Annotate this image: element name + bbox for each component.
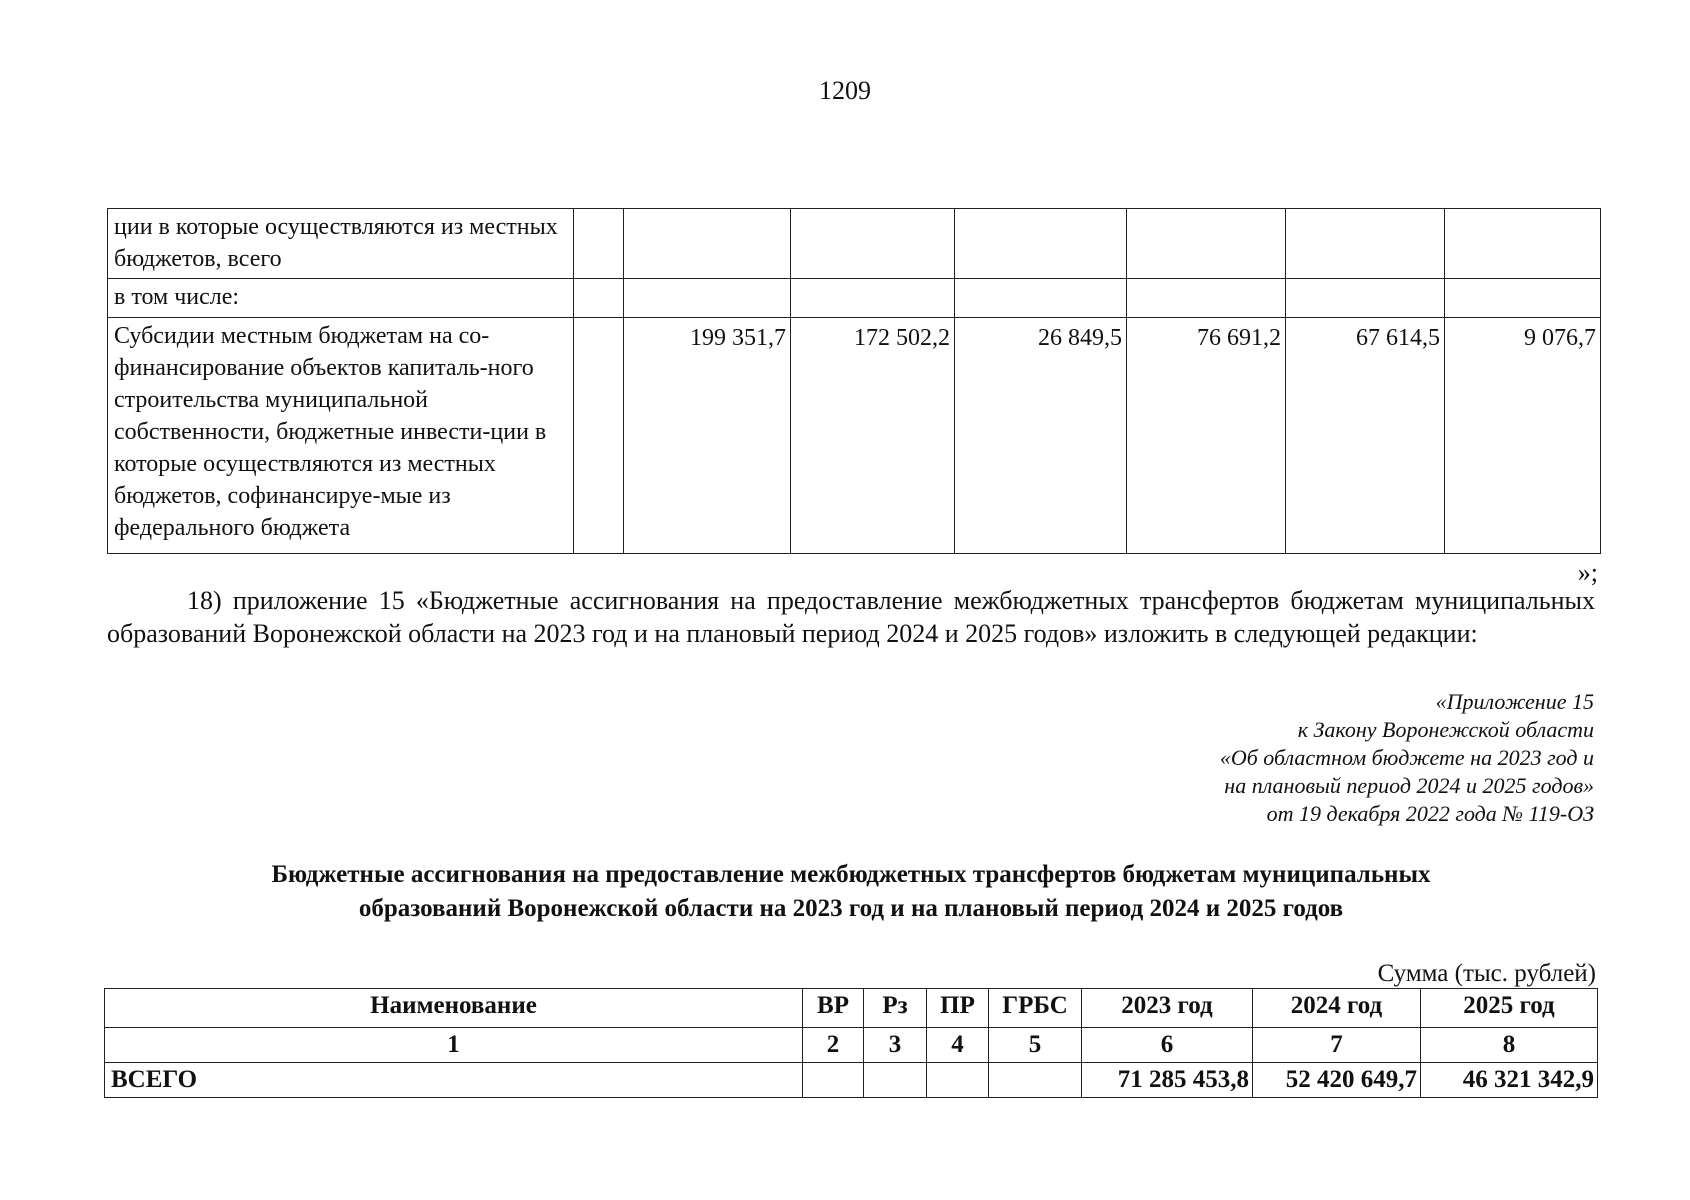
continued-table [107, 208, 1601, 554]
total-label: ВСЕГО [105, 1063, 803, 1098]
appendix-reference [1220, 688, 1594, 828]
appendix-line: «Приложение 15 [1435, 689, 1594, 714]
table-row [108, 209, 1601, 279]
value-cell [1286, 209, 1445, 279]
value-cell [1445, 279, 1601, 318]
column-number: 7 [1253, 1028, 1421, 1063]
column-header: 2024 год [1253, 989, 1421, 1028]
table-row [108, 279, 1601, 318]
column-header: 2025 год [1421, 989, 1598, 1028]
value-cell [955, 279, 1127, 318]
closing-quote: »; [1577, 558, 1598, 587]
column-header: Наименование [105, 989, 803, 1028]
row-name: Субсидии местным бюджетам на со-финансирование объектов капиталь-ного строительства муниципальной собственности, бюджетные инвести-ции в которые осуществляются из местных бюджетов, софинансируе-мые из федерального бюджета [108, 318, 574, 554]
column-number: 2 [803, 1028, 864, 1063]
column-number-row [105, 1028, 1598, 1063]
empty-cell [574, 279, 624, 318]
column-header: ВР [803, 989, 864, 1028]
column-number: 5 [989, 1028, 1082, 1063]
appendix-line: «Об областном бюджете на 2023 год и [1219, 745, 1594, 770]
value-cell [624, 209, 791, 279]
value-cell [791, 279, 955, 318]
empty-cell [989, 1063, 1082, 1098]
value-cell: 9 076,7 [1445, 318, 1601, 554]
value-cell [955, 209, 1127, 279]
column-header: ПР [927, 989, 989, 1028]
empty-cell [574, 318, 624, 554]
value-cell [1286, 279, 1445, 318]
empty-cell [803, 1063, 864, 1098]
title-line: образований Воронежской области на 2023 год и на плановый период 2024 и 2025 годов [358, 895, 1344, 922]
total-2023: 71 285 453,8 [1082, 1063, 1253, 1098]
appropriations-table [104, 988, 1598, 1098]
empty-cell [927, 1063, 989, 1098]
column-header: Рз [864, 989, 927, 1028]
appendix-line: к Закону Воронежской области [1297, 717, 1594, 742]
value-cell [1445, 209, 1601, 279]
empty-cell [864, 1063, 927, 1098]
appendix-line: на плановый период 2024 и 2025 годов» [1224, 773, 1594, 798]
empty-cell [574, 209, 624, 279]
column-number: 8 [1421, 1028, 1598, 1063]
table-row [108, 318, 1601, 554]
value-cell [1127, 279, 1286, 318]
value-cell: 76 691,2 [1127, 318, 1286, 554]
column-header: ГРБС [989, 989, 1082, 1028]
title-line: Бюджетные ассигнования на предоставление межбюджетных трансфертов бюджетам муниципальных [271, 861, 1431, 888]
value-cell: 26 849,5 [955, 318, 1127, 554]
total-2025: 46 321 342,9 [1421, 1063, 1598, 1098]
column-header: 2023 год [1082, 989, 1253, 1028]
page-number: 1209 [819, 76, 871, 105]
row-name: в том числе: [108, 279, 574, 318]
column-number: 4 [927, 1028, 989, 1063]
document-title [107, 858, 1595, 926]
amendment-paragraph: 18) приложение 15 «Бюджетные ассигнования на предоставление межбюджетных трансфертов бюджетам муниципальных образований Воронежской области на 2023 год и на плановый период 2024 и 2025 годов» изложить в следующей редакции: [107, 586, 1595, 648]
total-row [105, 1063, 1598, 1098]
row-name: ции в которые осуществляются из местных бюджетов, всего [108, 209, 574, 279]
value-cell: 172 502,2 [791, 318, 955, 554]
value-cell: 199 351,7 [624, 318, 791, 554]
value-cell [624, 279, 791, 318]
value-cell [791, 209, 955, 279]
value-cell [1127, 209, 1286, 279]
appendix-line: от 19 декабря 2022 года № 119-ОЗ [1266, 801, 1594, 826]
column-number: 1 [105, 1028, 803, 1063]
units-label: Сумма (тыс. рублей) [1377, 960, 1596, 987]
value-cell: 67 614,5 [1286, 318, 1445, 554]
total-2024: 52 420 649,7 [1253, 1063, 1421, 1098]
column-number: 6 [1082, 1028, 1253, 1063]
header-row [105, 989, 1598, 1028]
column-number: 3 [864, 1028, 927, 1063]
